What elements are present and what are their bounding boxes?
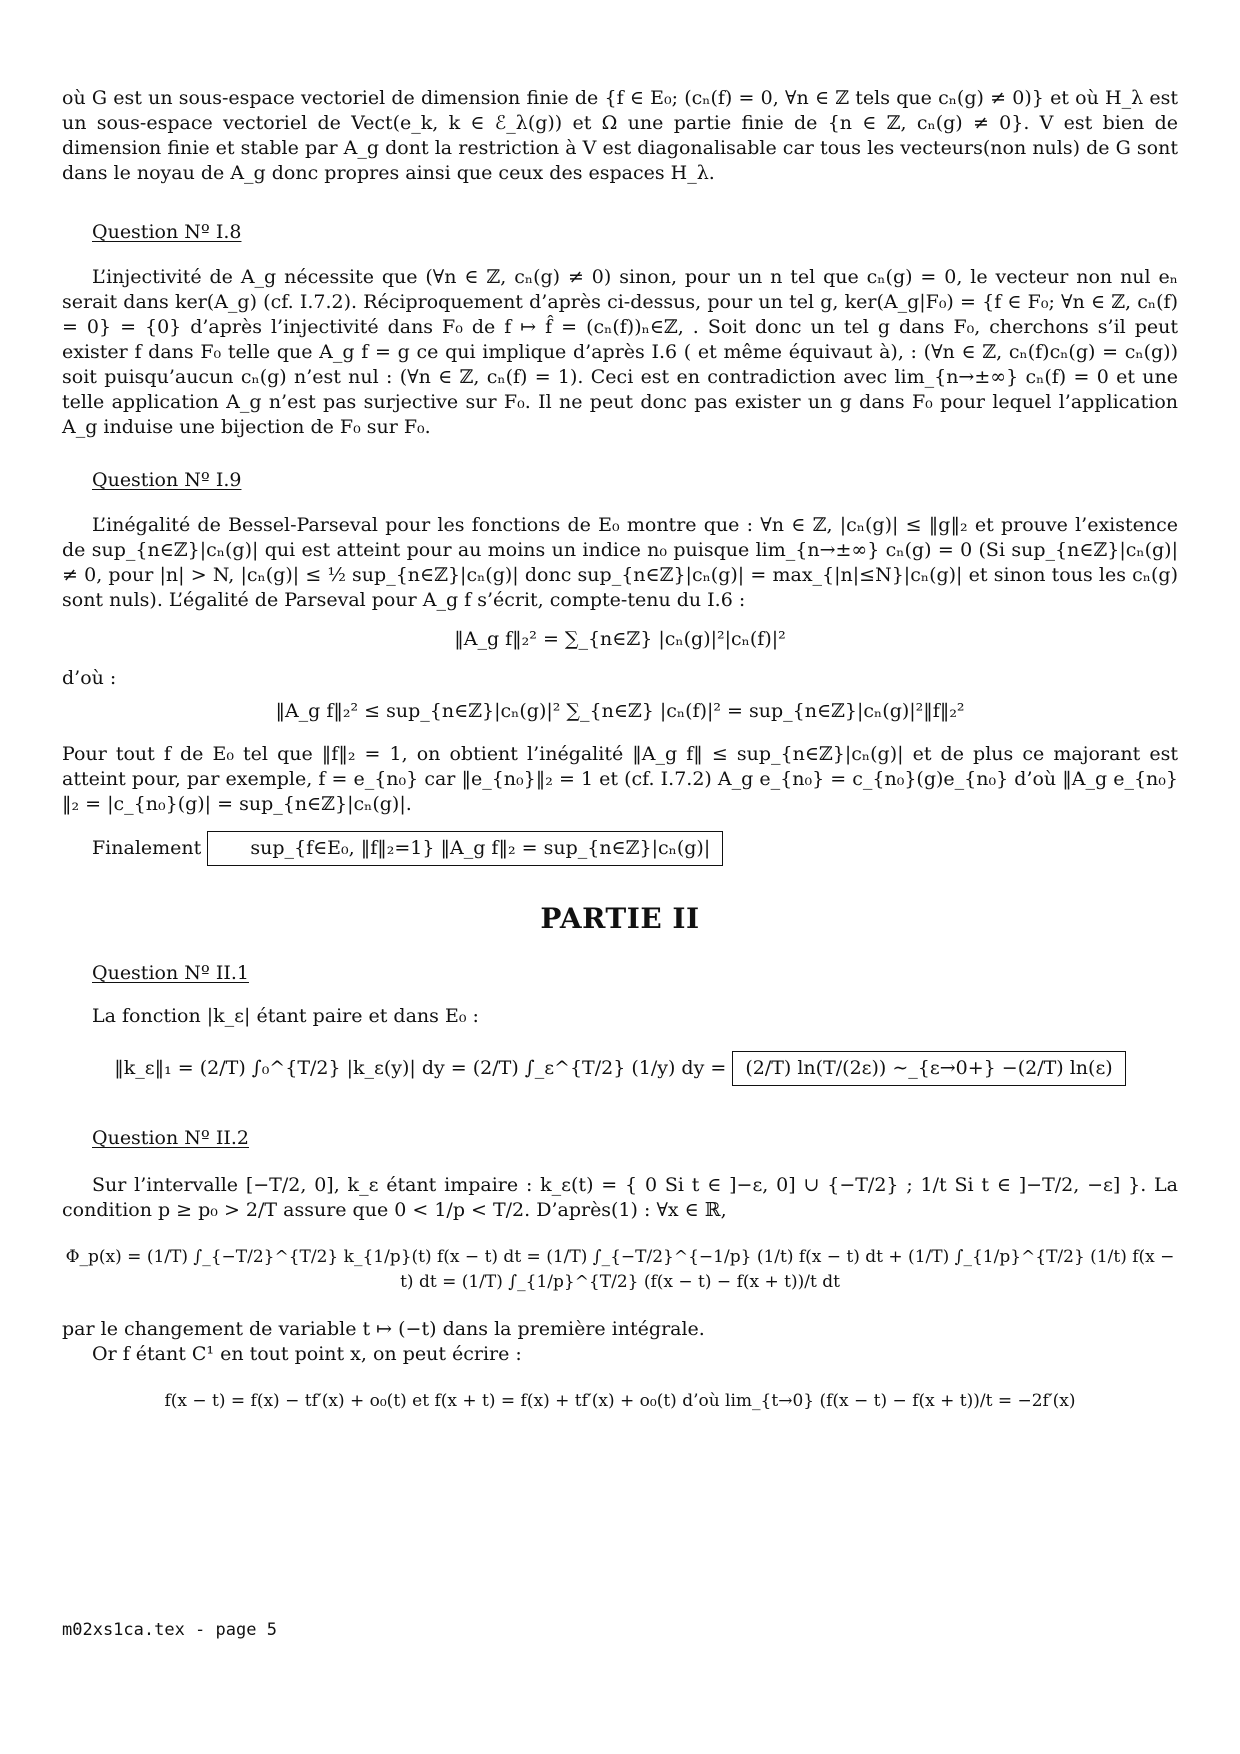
paragraph-text: Or f étant C¹ en tout point x, on peut écrire : bbox=[92, 1343, 522, 1365]
intro-paragraph: où G est un sous-espace vectoriel de dimension finie de {f ∈ E₀; (cₙ(f) = 0, ∀n ∈ ℤ tels que cₙ(g) ≠ 0)} et où H_λ est un sous-espace vectoriel de Vect(e_k, k ∈ ℰ_λ(g)) et Ω une partie finie de {n ∈ ℤ, cₙ(g) ≠ 0}. V est bien de dimension finie et stable par A_g dont la restriction à V est diagonalisable car tous les vecteurs(non nuls) de G sont dans le noyau de A_g donc propres ainsi que ceux des espaces H_λ. bbox=[62, 87, 1178, 184]
paragraph-text: d’où : bbox=[62, 667, 117, 689]
paragraph-text: par le changement de variable t ↦ (−t) dans la première intégrale. bbox=[62, 1318, 705, 1340]
display-equation: Φ_p(x) = (1/T) ∫_{−T/2}^{T/2} k_{1/p}(t) f(x − t) dt = (1/T) ∫_{−T/2}^{−1/p} (1/t) f(x − t) dt + (1/T) ∫_{1/p}^{T/2} (1/t) f(x − t) dt = (1/T) ∫_{1/p}^{T/2} (f(x − t) − f(x + t))/t dt bbox=[65, 1247, 1175, 1292]
paragraph-q21: La fonction |k_ε| étant paire et dans E₀ : bbox=[92, 1005, 479, 1027]
boxed-result: sup_{f∈E₀, ‖f‖₂=1} ‖A_g f‖₂ = sup_{n∈ℤ}|cₙ(g)| bbox=[207, 831, 723, 866]
question-heading: Question Nº II.1 bbox=[92, 962, 249, 984]
paragraph-q19: L’inégalité de Bessel-Parseval pour les fonctions de E₀ montre que : ∀n ∈ ℤ, |cₙ(g)| ≤ ‖g‖₂ et prouve l’existence de sup_{n∈ℤ}|cₙ(g)| qui est atteint pour au moins un indice n₀ puisque lim_{n→±∞} cₙ(g) = 0 (Si sup_{n∈ℤ}|cₙ(g)| ≠ 0, pour |n| > N, |cₙ(g)| ≤ ½ sup_{n∈ℤ}|cₙ(g)| donc sup_{n∈ℤ}|cₙ(g)| = max_{|n|≤N}|cₙ(g)| et sinon tous les cₙ(g) sont nuls). L’égalité de Parseval pour A_g f s’écrit, compte-tenu du I.6 : bbox=[62, 514, 1178, 611]
paragraph-q19-end: Pour tout f de E₀ tel que ‖f‖₂ = 1, on obtient l’inégalité ‖A_g f‖ ≤ sup_{n∈ℤ}|cₙ(g)| et de plus ce majorant est atteint pour, par exemple, f = e_{n₀} car ‖e_{n₀}‖₂ = 1 et (cf. I.7.2) A_g e_{n₀} = c_{n₀}(g)e_{n₀} d’où ‖A_g e_{n₀}‖₂ = |c_{n₀}(g)| = sup_{n∈ℤ}|cₙ(g)|. bbox=[62, 743, 1178, 815]
question-heading: Question Nº I.8 bbox=[92, 221, 242, 243]
document-page bbox=[62, 86, 1178, 1414]
page-footer: m02xs1ca.tex - page 5 bbox=[62, 1620, 277, 1640]
part-title: PARTIE II bbox=[540, 902, 700, 935]
boxed-result: (2/T) ln(T/(2ε)) ∼_{ε→0+} −(2/T) ln(ε) bbox=[732, 1051, 1125, 1086]
display-equation: ‖A_g f‖₂² = ∑_{n∈ℤ} |cₙ(g)|²|cₙ(f)|² bbox=[454, 628, 786, 650]
paragraph-q22: Sur l’intervalle [−T/2, 0], k_ε étant impaire : k_ε(t) = { 0 Si t ∈ ]−ε, 0] ∪ {−T/2} ; 1/t Si t ∈ ]−T/2, −ε] }. La condition p ≥ p₀ > 2/T assure que 0 < 1/p < T/2. D’après(1) : ∀x ∈ ℝ, bbox=[62, 1174, 1178, 1221]
display-equation: f(x − t) = f(x) − tf′(x) + o₀(t) et f(x + t) = f(x) + tf′(x) + o₀(t) d’où lim_{t→0} (f(x − t) − f(x + t))/t = −2f′(x) bbox=[164, 1391, 1076, 1411]
final-line: Finalement sup_{f∈E₀, ‖f‖₂=1} ‖A_g f‖₂ = sup_{n∈ℤ}|cₙ(g)| bbox=[62, 831, 1178, 866]
question-heading: Question Nº II.2 bbox=[92, 1127, 249, 1149]
question-heading: Question Nº I.9 bbox=[92, 469, 242, 491]
display-equation: ‖A_g f‖₂² ≤ sup_{n∈ℤ}|cₙ(g)|² ∑_{n∈ℤ} |cₙ(f)|² = sup_{n∈ℤ}|cₙ(g)|²‖f‖₂² bbox=[275, 700, 965, 722]
paragraph-q18: L’injectivité de A_g nécessite que (∀n ∈ ℤ, cₙ(g) ≠ 0) sinon, pour un n tel que cₙ(g) = 0, le vecteur non nul eₙ serait dans ker(A_g) (cf. I.7.2). Réciproquement d’après ci-dessus, pour un tel g, ker(A_g|F₀) = {f ∈ F₀; ∀n ∈ ℤ, cₙ(f) = 0} = {0} d’après l’injectivité dans F₀ de f ↦ f̂ = (cₙ(f))ₙ∈ℤ, . Soit donc un tel g dans F₀, cherchons s’il peut exister f dans F₀ telle que A_g f = g ce qui implique d’après I.6 ( et même équivaut à), : (∀n ∈ ℤ, cₙ(f)cₙ(g) = cₙ(g)) soit puisqu’aucun cₙ(g) n’est nul : (∀n ∈ ℤ, cₙ(f) = 1). Ceci est en contradiction avec lim_{n→±∞} cₙ(f) = 0 et une telle application A_g n’est pas surjective sur F₀. Il ne peut donc pas exister un g dans F₀ pour lequel l’application A_g induise une bijection de F₀ sur F₀. bbox=[62, 266, 1178, 438]
display-equation: ‖k_ε‖₁ = (2/T) ∫₀^{T/2} |k_ε(y)| dy = (2/T) ∫_ε^{T/2} (1/y) dy = (2/T) ln(T/(2ε)) ∼_{ε→0+} −(2/T) ln(ε) bbox=[62, 1051, 1178, 1086]
